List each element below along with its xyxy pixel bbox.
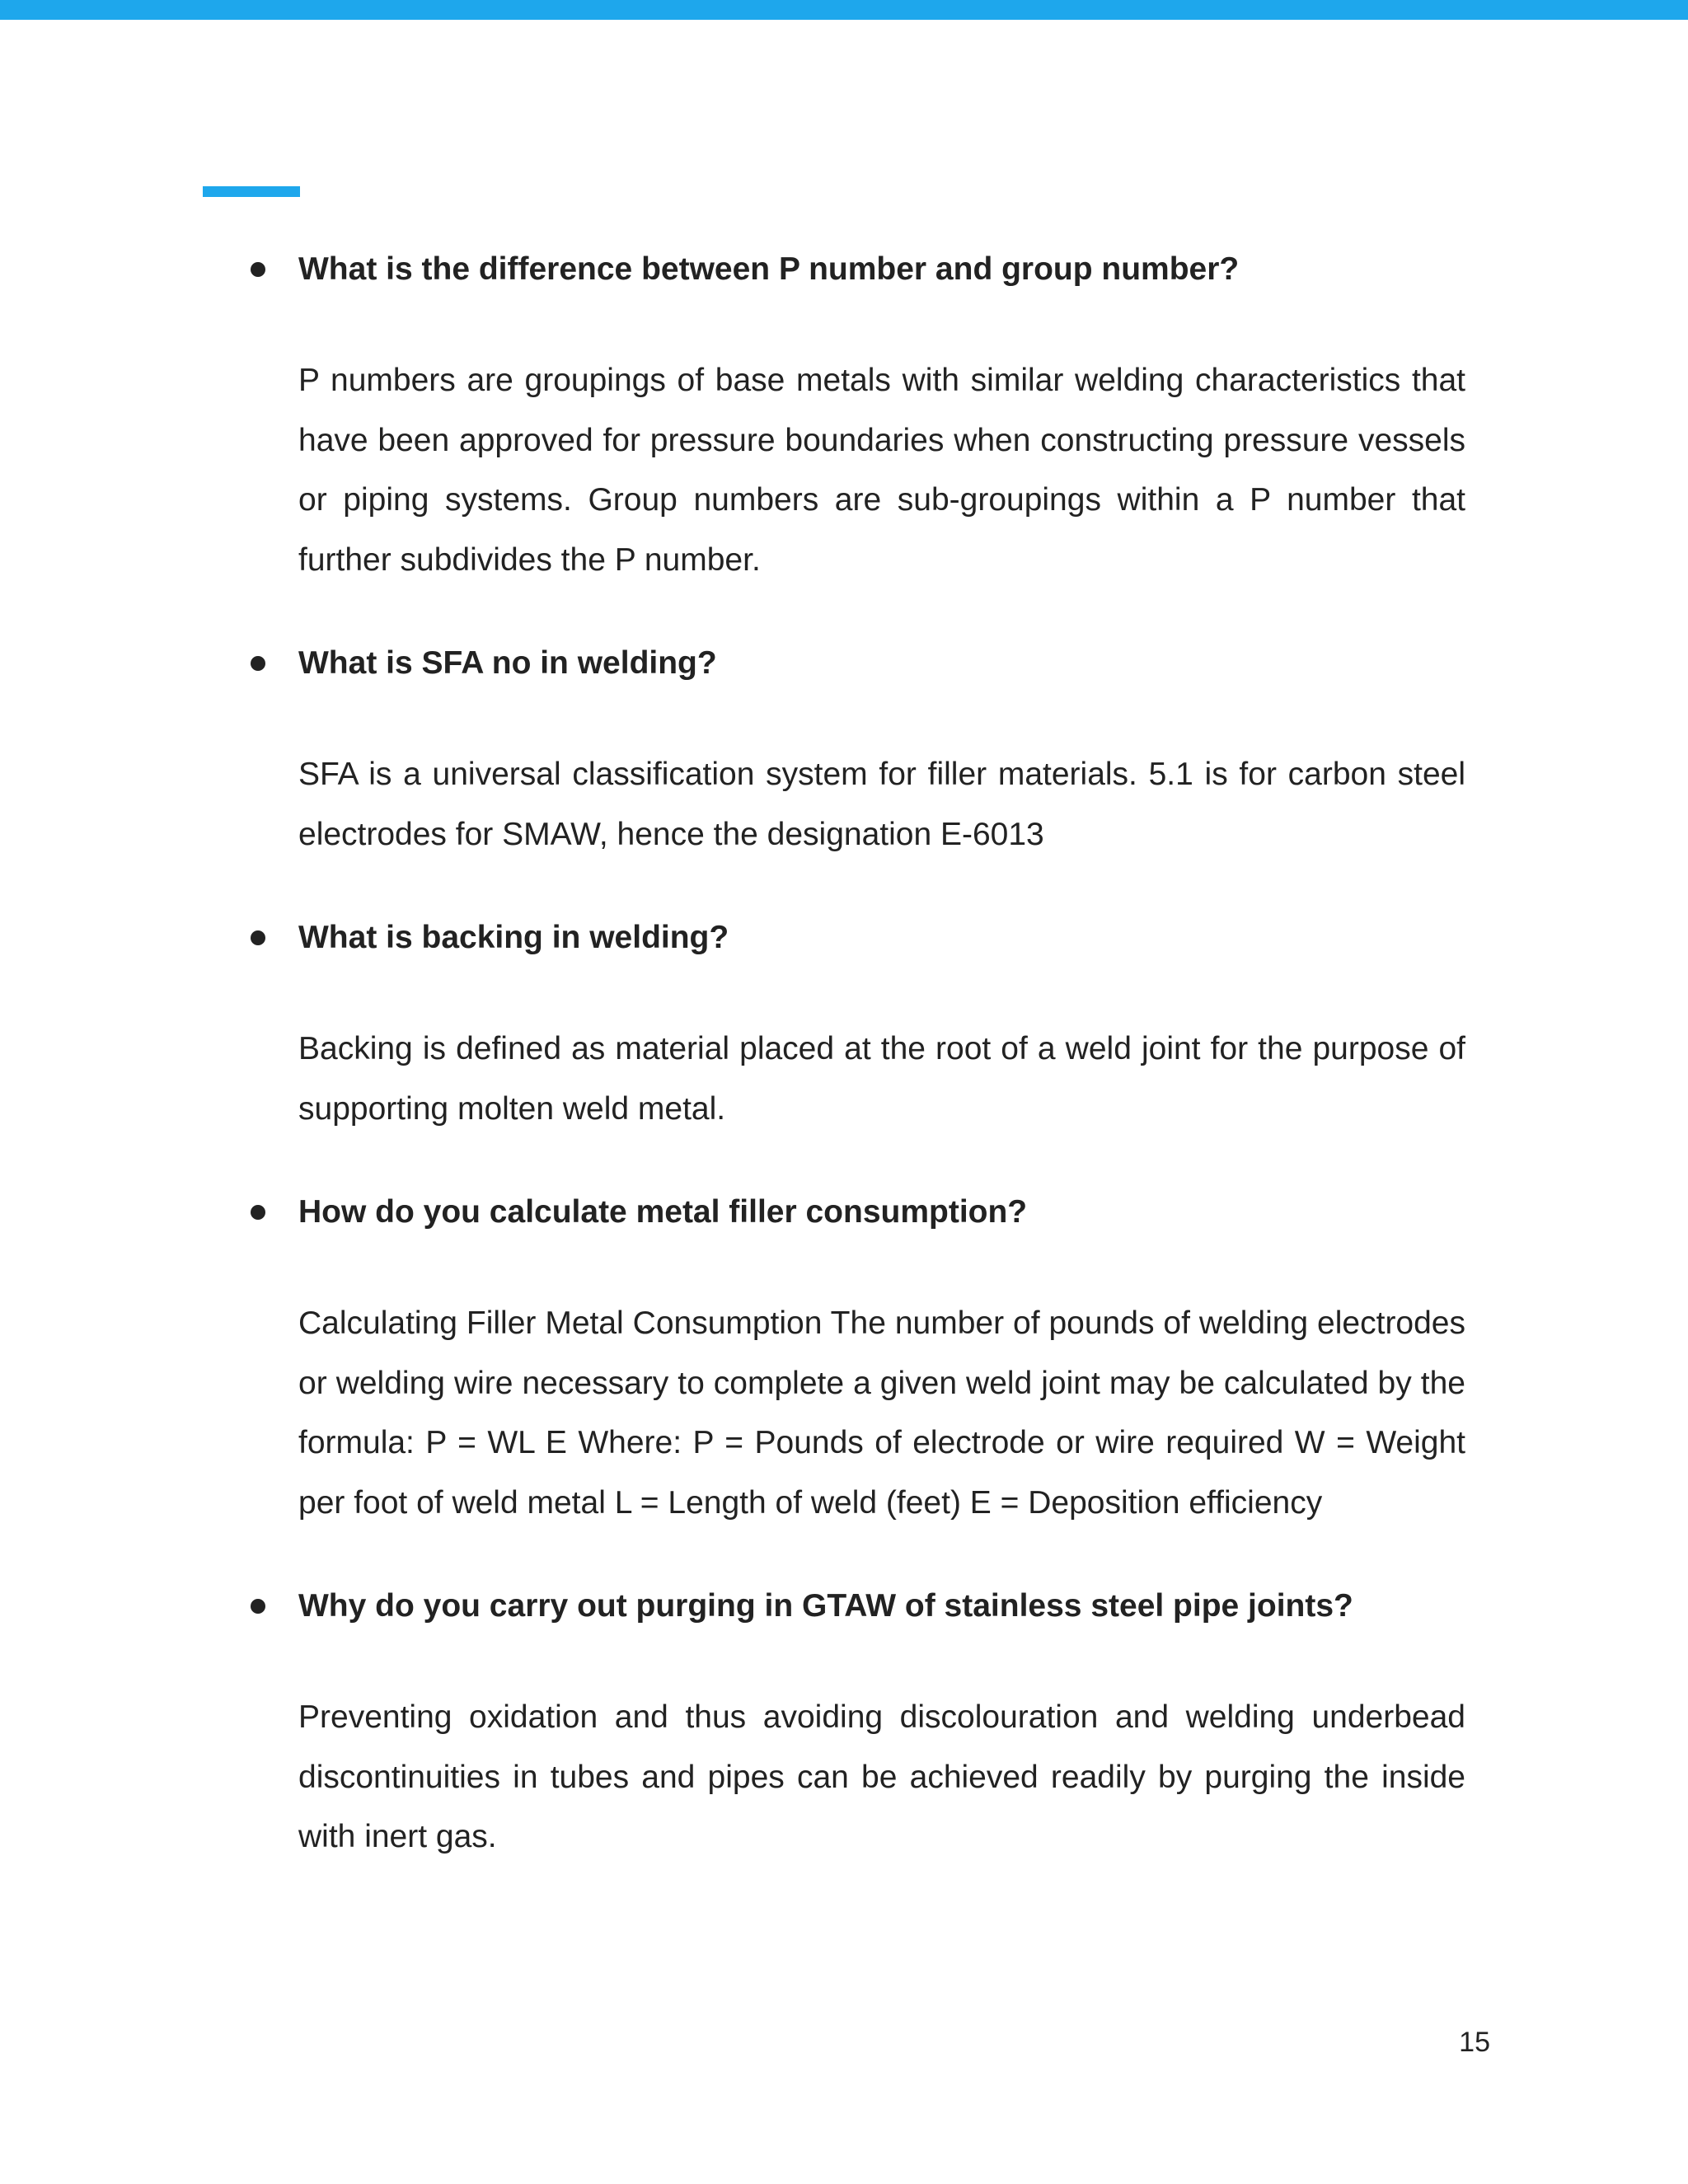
bullet-icon [251, 930, 265, 945]
faq-question: What is SFA no in welding? [298, 645, 717, 681]
faq-question: What is backing in welding? [298, 920, 729, 955]
faq-question: What is the difference between P number and group number? [298, 251, 1240, 287]
faq-question: How do you calculate metal filler consumption? [298, 1194, 1028, 1230]
faq-answer: Backing is defined as material placed at the root of a weld joint for the purpose of supporting molten weld metal. [298, 1031, 1465, 1127]
faq-item [0, 914, 1688, 1139]
faq-item [0, 1188, 1688, 1533]
bullet-icon [251, 656, 265, 671]
faq-item [0, 246, 1688, 590]
top-accent-bar [0, 0, 1688, 20]
faq-item [0, 640, 1688, 865]
bullet-icon [251, 1599, 265, 1614]
faq-answer: Preventing oxidation and thus avoiding discolouration and welding underbead discontinuities in tubes and pipes can be achieved readily by purging the inside with inert gas. [298, 1699, 1465, 1854]
section-accent-dash [203, 186, 300, 197]
faq-question: Why do you carry out purging in GTAW of stainless steel pipe joints? [298, 1588, 1353, 1624]
faq-answer: SFA is a universal classification system for filler materials. 5.1 is for carbon steel electrodes for SMAW, hence the designation E-6013 [298, 757, 1465, 852]
page-number: 15 [1459, 2027, 1490, 2058]
faq-answer: P numbers are groupings of base metals with similar welding characteristics that have been approved for pressure boundaries when constructing pressure vessels or piping systems. Group numbers are sub-groupings within a P number that further subdivides the P number. [298, 363, 1465, 578]
faq-list [0, 246, 1688, 1917]
faq-item [0, 1582, 1688, 1868]
bullet-icon [251, 262, 265, 277]
bullet-icon [251, 1205, 265, 1220]
faq-answer: Calculating Filler Metal Consumption The number of pounds of welding electrodes or welding wire necessary to complete a given weld joint may be calculated by the formula: P = WL E Where: P = Pounds of electrode or wire required W = Weight per foot of weld metal L = Length of weld (feet) E = Deposition efficiency [298, 1305, 1465, 1521]
